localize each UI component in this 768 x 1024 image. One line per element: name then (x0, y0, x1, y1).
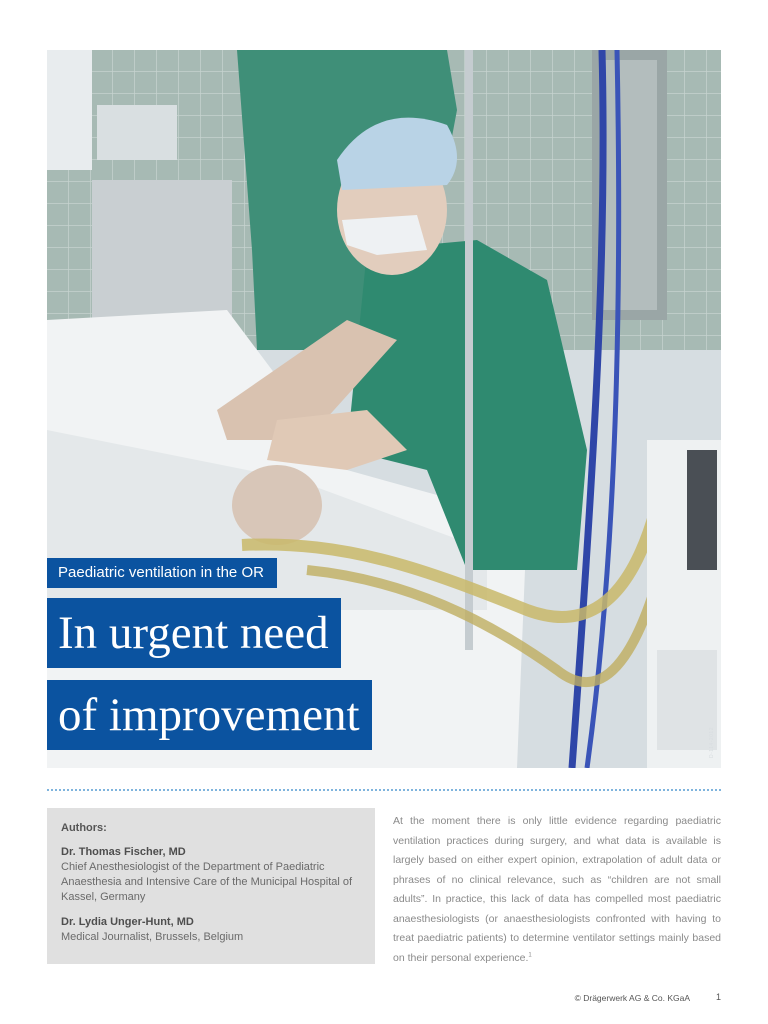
author-name: Dr. Lydia Unger-Hunt, MD (61, 916, 194, 928)
author-role: Chief Anesthesiologist of the Department of Paediatric Anaesthesia and Intensive Care of the Municipal Hospital of Kassel, Germany (61, 861, 353, 903)
authors-box (47, 808, 375, 964)
dotted-divider (47, 789, 721, 791)
photo-code: D-114-2012 (709, 726, 715, 758)
page-number: 1 (715, 992, 721, 1002)
authors-heading: Authors: (61, 822, 107, 834)
copyright: © Drägerwerk AG & Co. KGaA (574, 993, 690, 1003)
headline-line-1: In urgent need (47, 598, 341, 668)
intro-text: At the moment there is only little evidence regarding paediatric ventilation practices during surgery, and what data is available is largely based on either expert opinion, extrapolation of adult data or phrases of no clinical relevance, such as “children are not small adults”. In practice, this lack of data has compelled most paediatric anaesthesiologists (or anaesthesiologists confronted with having to treat paediatric patients) to determine ventilator settings mainly based on their personal experience. (393, 815, 721, 964)
footnote-marker: 1 (528, 952, 532, 958)
intro-paragraph (393, 812, 721, 968)
section-kicker: Paediatric ventilation in the OR (47, 558, 277, 588)
author-name: Dr. Thomas Fischer, MD (61, 846, 186, 858)
author-role: Medical Journalist, Brussels, Belgium (61, 931, 244, 943)
headline-line-2: of improvement (47, 680, 372, 750)
